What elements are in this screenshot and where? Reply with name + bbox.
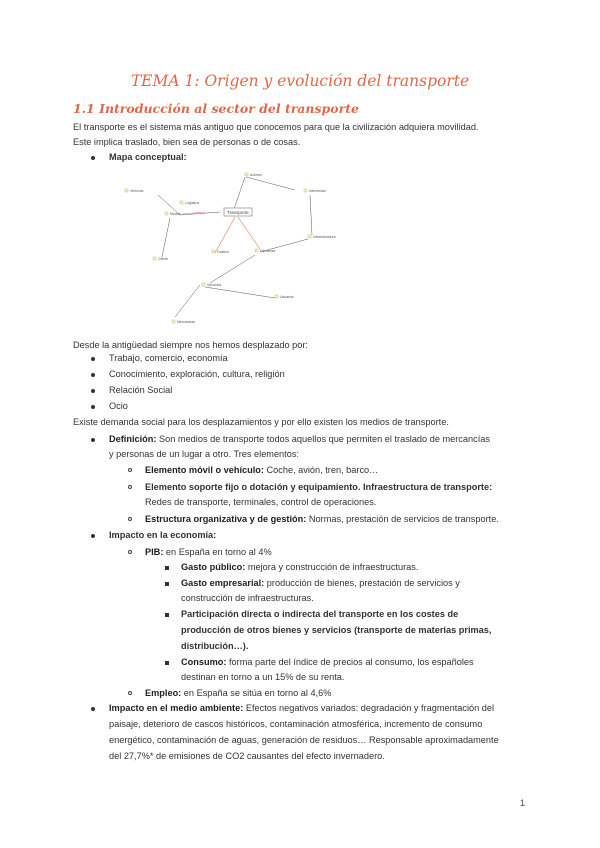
node-label: Infraestructura [313,235,336,239]
participacion-line-3: distribución…). [181,641,249,651]
node-label: Usuarios [280,295,294,299]
gasto-empresarial: Gasto empresarial: producción de bienes, prestación de servicios y [181,578,460,588]
node-label: Gestión [217,250,230,254]
motivo-item: Ocio [109,401,128,411]
bullet-dot [91,405,95,409]
impacto-economia-label: Impacto en la economía: [109,530,217,540]
node-label: Oferta [158,257,168,261]
empleo: Empleo: en España se sitúa en torno al 4,6% [145,688,332,698]
page-number: 1 [520,798,526,808]
bullet-circle [128,550,132,554]
definicion-line-2: y personas de un lugar a otro. Tres elementos: [109,449,299,459]
node-label: Logística [185,201,200,205]
consumo: Consumo: forma parte del índice de precios al consumo, los españoles [181,657,474,667]
bullet-circle [128,691,132,695]
desde-text: Desde la antigüedad siempre nos hemos desplazado por: [73,340,308,350]
node-label: Intermodal [309,189,326,193]
node-label: Demanda [260,249,276,253]
section-heading: 1.1 Introducción al sector del transporte [73,101,359,116]
participacion-line-1: Participación directa o indirecta del transporte en los costes de [181,609,459,619]
bullet-dot [91,156,95,160]
definicion-line-1: Definición: Son medios de transporte todos aquellos que permiten el traslado de mercancías [109,434,490,444]
impacto-ambiente-line-3: energético, contaminación de aguas, generación de residuos… Responsable aproximadamente [109,735,499,745]
bullet-dot [91,707,95,711]
elemento-3: Estructura organizativa y de gestión: Normas, prestación de servicios de transporte. [145,514,499,524]
bullet-dot [91,357,95,361]
motivo-item: Relación Social [109,385,173,395]
elemento-2-text: Redes de transporte, terminales, control de operaciones. [145,497,377,507]
bullet-square [165,582,169,586]
bullet-square [165,566,169,570]
document-title: TEMA 1: Origen y evolución del transporte [130,72,470,90]
node-label: Vehículo [130,189,144,193]
bullet-square [165,661,169,665]
node-label: Actores [250,173,262,177]
motivo-item: Trabajo, comercio, economía [109,353,228,363]
bullet-dot [91,373,95,377]
intro-line-1: El transporte es el sistema más antiguo que conocemos para que la civilización adquiera movilidad. [73,122,479,132]
concept-map [120,165,340,335]
impacto-ambiente-line-4: del 27,7%* de emisiones de CO2 causantes del efecto invernadero. [109,751,385,761]
elemento-2-label: Elemento soporte fijo o dotación y equipamiento. Infraestructura de transporte: [145,482,493,492]
intro-line-2: Este implica traslado, bien sea de personas o de cosas. [73,137,301,147]
mapa-label: Mapa conceptual: [109,152,187,162]
consumo-cont: destinan en torno a un 15% de su renta. [181,672,345,682]
center-node-label: Transporte [227,210,249,215]
bullet-circle [128,485,132,489]
gasto-empresarial-cont: construcción de infraestructuras. [181,593,314,603]
node-label: Servicios [207,283,222,287]
elemento-1: Elemento móvil o vehículo: Coche, avión, tren, barco… [145,465,379,475]
bullet-circle [128,468,132,472]
bullet-circle [128,517,132,521]
bullet-dot [91,389,95,393]
pib-item: PIB: en España en torno al 4% [145,547,272,557]
participacion-line-2: producción de otros bienes y servicios (transporte de materias primas, [181,625,492,635]
bullet-dot [91,438,95,442]
motivo-item: Conocimiento, exploración, cultura, religión [109,369,285,379]
bullet-dot [91,534,95,538]
node-label: Mercancías [177,320,196,324]
node-label: Modos [170,212,181,216]
impacto-ambiente-line-2: paisaje, deterioro de cascos históricos, contaminación atmosférica, incremento de consumo [109,719,483,729]
gasto-publico: Gasto público: mejora y construcción de infraestructuras. [181,562,419,572]
existe-text: Existe demanda social para los desplazamientos y por ello existen los medios de transporte. [73,417,449,427]
impacto-ambiente-line-1: Impacto en el medio ambiente: Efectos negativos variados: degradación y fragmentación del [109,703,495,713]
bullet-square [165,613,169,617]
